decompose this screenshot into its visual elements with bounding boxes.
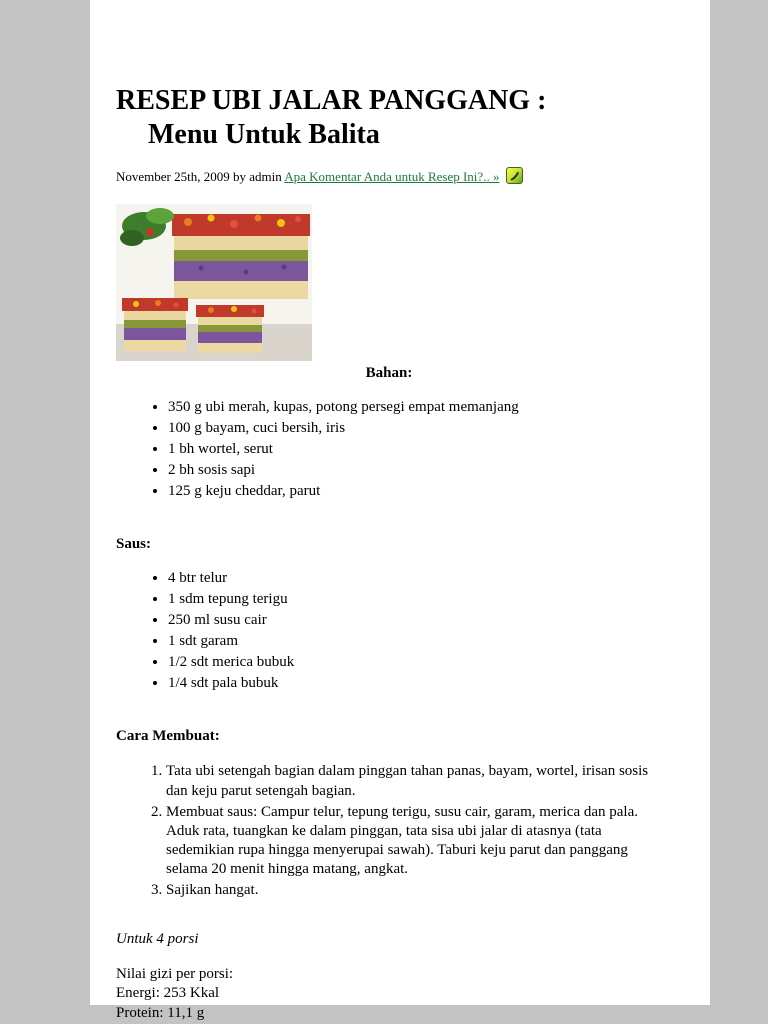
nutrition-info xyxy=(116,965,662,1024)
nutrition-line-1: Nilai gizi per porsi: xyxy=(116,965,234,982)
list-item: • 1/2 sdt merica bubuk xyxy=(168,654,662,671)
list-item: 2. Membuat saus: Campur telur, tepung terigu, susu cair, garam, merica dan pala. Aduk rata, tuangkan ke dalam pinggan, tata sisa ubi jalar di atasnya (tata sedemikian rupa hingga menyerupai sawah). Taburi keju parut dan panggang selama 20 menit hingga matang, angkat. xyxy=(166,803,662,880)
cara-membuat-list xyxy=(116,762,662,900)
cake-main xyxy=(172,214,310,299)
bahan-list xyxy=(116,399,662,500)
list-item: • 2 bh sosis sapi xyxy=(168,462,662,479)
nutrition-line-3: Protein: 11,1 g xyxy=(116,1004,205,1021)
cake-slice-2 xyxy=(196,305,264,353)
list-item: • 1/4 sdt pala bubuk xyxy=(168,675,662,692)
list-item: • 125 g keju cheddar, parut xyxy=(168,483,662,500)
comment-feed-icon[interactable] xyxy=(506,167,523,184)
recipe-photo xyxy=(116,204,312,361)
list-item: • 1 sdt garam xyxy=(168,633,662,650)
page-title xyxy=(116,84,662,152)
list-item: 1. Tata ubi setengah bagian dalam pinggan tahan panas, bayam, wortel, irisan sosis dan keju parut setengah bagian. xyxy=(166,762,662,800)
list-item: • 100 g bayam, cuci bersih, iris xyxy=(168,420,662,437)
page-content xyxy=(90,0,710,1023)
list-item: 3. Sajikan hangat. xyxy=(166,881,662,900)
bahan-heading: Bahan: xyxy=(365,365,413,382)
byline xyxy=(116,167,662,185)
saus-heading: Saus: xyxy=(116,536,152,553)
byline-date-author: November 25th, 2009 by admin xyxy=(116,169,285,185)
saus-list xyxy=(116,570,662,692)
cara-membuat-heading: Cara Membuat: xyxy=(116,728,220,745)
list-item: • 1 bh wortel, serut xyxy=(168,441,662,458)
list-item: • 4 btr telur xyxy=(168,570,662,587)
comments-link[interactable]: Apa Komentar Anda untuk Resep Ini?.. » xyxy=(284,169,500,185)
document-page xyxy=(90,0,710,1021)
list-item: • 250 ml susu cair xyxy=(168,612,662,629)
list-item: • 350 g ubi merah, kupas, potong persegi empat memanjang xyxy=(168,399,662,416)
title-line-2: Menu Untuk Balita xyxy=(148,119,380,151)
serving-note: Untuk 4 porsi xyxy=(116,930,199,947)
list-item: • 1 sdm tepung terigu xyxy=(168,591,662,608)
nutrition-line-2: Energi: 253 Kkal xyxy=(116,985,220,1002)
title-line-1: RESEP UBI JALAR PANGGANG : xyxy=(116,85,547,116)
cake-slice-1 xyxy=(122,298,188,351)
